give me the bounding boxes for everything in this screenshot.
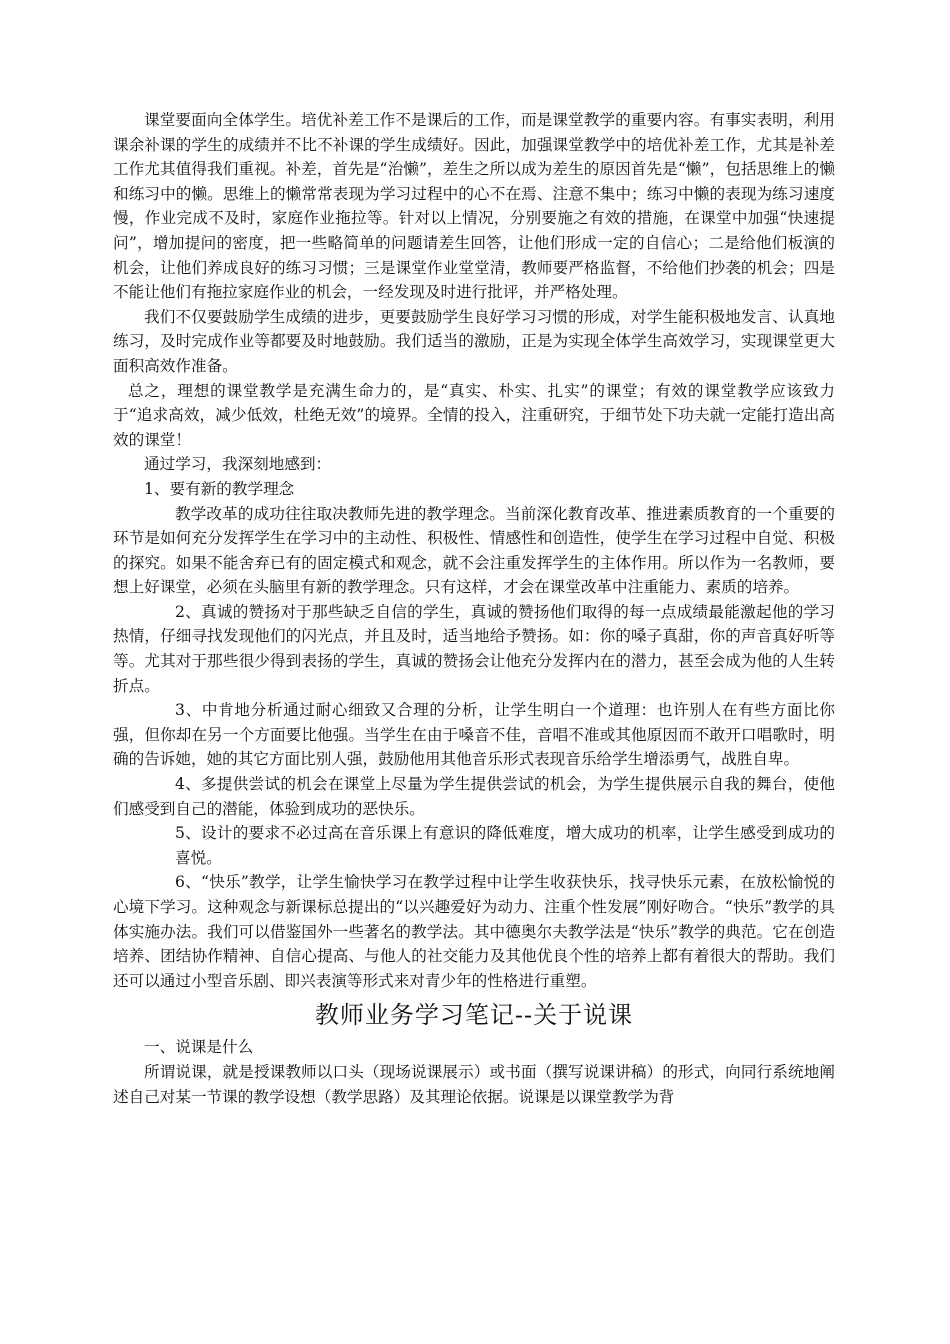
paragraph-encourage: 我们不仅要鼓励学生成绩的进步，更要鼓励学生良好学习习惯的形成，对学生能积极地发言、认真地练习，及时完成作业等都要及时地鼓励。我们适当的激励，正是为实现全体学生高效学习，实现课堂更大面积高效作准备。 bbox=[113, 307, 835, 375]
paragraph-reflection-intro: 通过学习，我深刻地感到： bbox=[144, 455, 332, 474]
list-item-heading-1: 1、要有新的教学理念 bbox=[144, 479, 295, 498]
list-item-2: 2、真诚的赞扬对于那些缺乏自信的学生，真诚的赞扬他们取得的每一点成绩最能激起他的学习热情，仔细寻找发现他们的闪光点，并且及时，适当地给予赞扬。如：你的嗓子真甜，你的声音真好听等等。尤其对于那些很少得到表扬的学生，真诚的赞扬会让他充分发挥内在的潜力，甚至会成为他的人生转折点。 bbox=[113, 602, 835, 695]
list-item-4: 4、多提供尝试的机会在课堂上尽量为学生提供尝试的机会，为学生提供展示自我的舞台，使他们感受到自己的潜能，体验到成功的恶快乐。 bbox=[113, 775, 835, 818]
document-page bbox=[113, 108, 835, 1109]
paragraph-definition: 所谓说课，就是授课教师以口头（现场说课展示）或书面（撰写说课讲稿）的形式，向同行系统地阐述自己对某一节课的教学设想（教学思路）及其理论依据。说课是以课堂教学为背 bbox=[113, 1062, 835, 1106]
section-heading: 一、说课是什么 bbox=[144, 1038, 254, 1057]
document-title: 教师业务学习笔记--关于说课 bbox=[314, 1001, 634, 1030]
list-item-3: 3、中肯地分析通过耐心细致又合理的分析，让学生明白一个道理：也许别人在有些方面比你强，但你却在另一个方面要比他强。当学生在由于嗓音不佳，音唱不准或其他原因而不敢开口唱歌时，明确的告诉她，她的其它方面比别人强，鼓励他用其他音乐形式表现音乐给学生增添勇气，战胜自卑。 bbox=[113, 701, 835, 769]
list-item-6: 6、“快乐”教学，让学生愉快学习在教学过程中让学生收获快乐，找寻快乐元素，在放松愉悦的心境下学习。这种观念与新课标总提出的“以兴趣爱好为动力、注重个性发展”刚好吻合。“快乐”教学的具体实施办法。我们可以借鉴国外一些著名的教学法。其中德奥尔夫教学法是“快乐”教学的典范。它在创造培养、团结协作精神、自信心提高、与他人的社交能力及其他优良个性的培养上都有着很大的帮助。我们还可以通过小型音乐剧、即兴表演等形式来对青少年的性格进行重塑。 bbox=[113, 873, 835, 990]
paragraph-tutoring: 课堂要面向全体学生。培优补差工作不是课后的工作，而是课堂教学的重要内容。有事实表明，利用课余补课的学生的成绩并不比不补课的学生成绩好。因此，加强课堂教学中的培优补差工作，尤其是补差工作尤其值得我们重视。补差，首先是“治懒”，差生之所以成为差生的原因首先是“懒”，包括思维上的懒和练习中的懒。思维上的懒常常表现为学习过程中的心不在焉、注意不集中；练习中懒的表现为练习速度慢，作业完成不及时，家庭作业拖拉等。针对以上情况，分别要施之有效的措施，在课堂中加强“快速提问”，增加提问的密度，把一些略简单的问题请差生回答，让他们形成一定的自信心；二是给他们板演的机会，让他们养成良好的练习习惯；三是课堂作业堂堂清，教师要严格监督，不给他们抄袭的机会；四是不能让他们有拖拉家庭作业的机会，一经发现及时进行批评，并严格处理。 bbox=[113, 111, 835, 302]
list-item-5: 5、设计的要求不必过高在音乐课上有意识的降低难度，增大成功的机率，让学生感受到成功的喜悦。 bbox=[175, 824, 835, 867]
paragraph-new-concept: 教学改革的成功往往取决教师先进的教学理念。当前深化教育改革、推进素质教育的一个重要的环节是如何充分发挥学生在学习中的主动性、积极性、情感性和创造性，使学生在学习过程中自觉、积极的探究。如果不能舍弃已有的固定模式和观念，就不会注重发挥学生的主体作用。所以作为一名教师，要想上好课堂，必须在头脑里有新的教学理念。只有这样，才会在课堂改革中注重能力、素质的培养。 bbox=[113, 504, 835, 597]
paragraph-summary: 总之，理想的课堂教学是充满生命力的，是“真实、朴实、扎实”的课堂；有效的课堂教学应该致力于“追求高效，减少低效，杜绝无效”的境界。全情的投入，注重研究，于细节处下功夫就一定能打造出高效的课堂！ bbox=[113, 381, 835, 449]
